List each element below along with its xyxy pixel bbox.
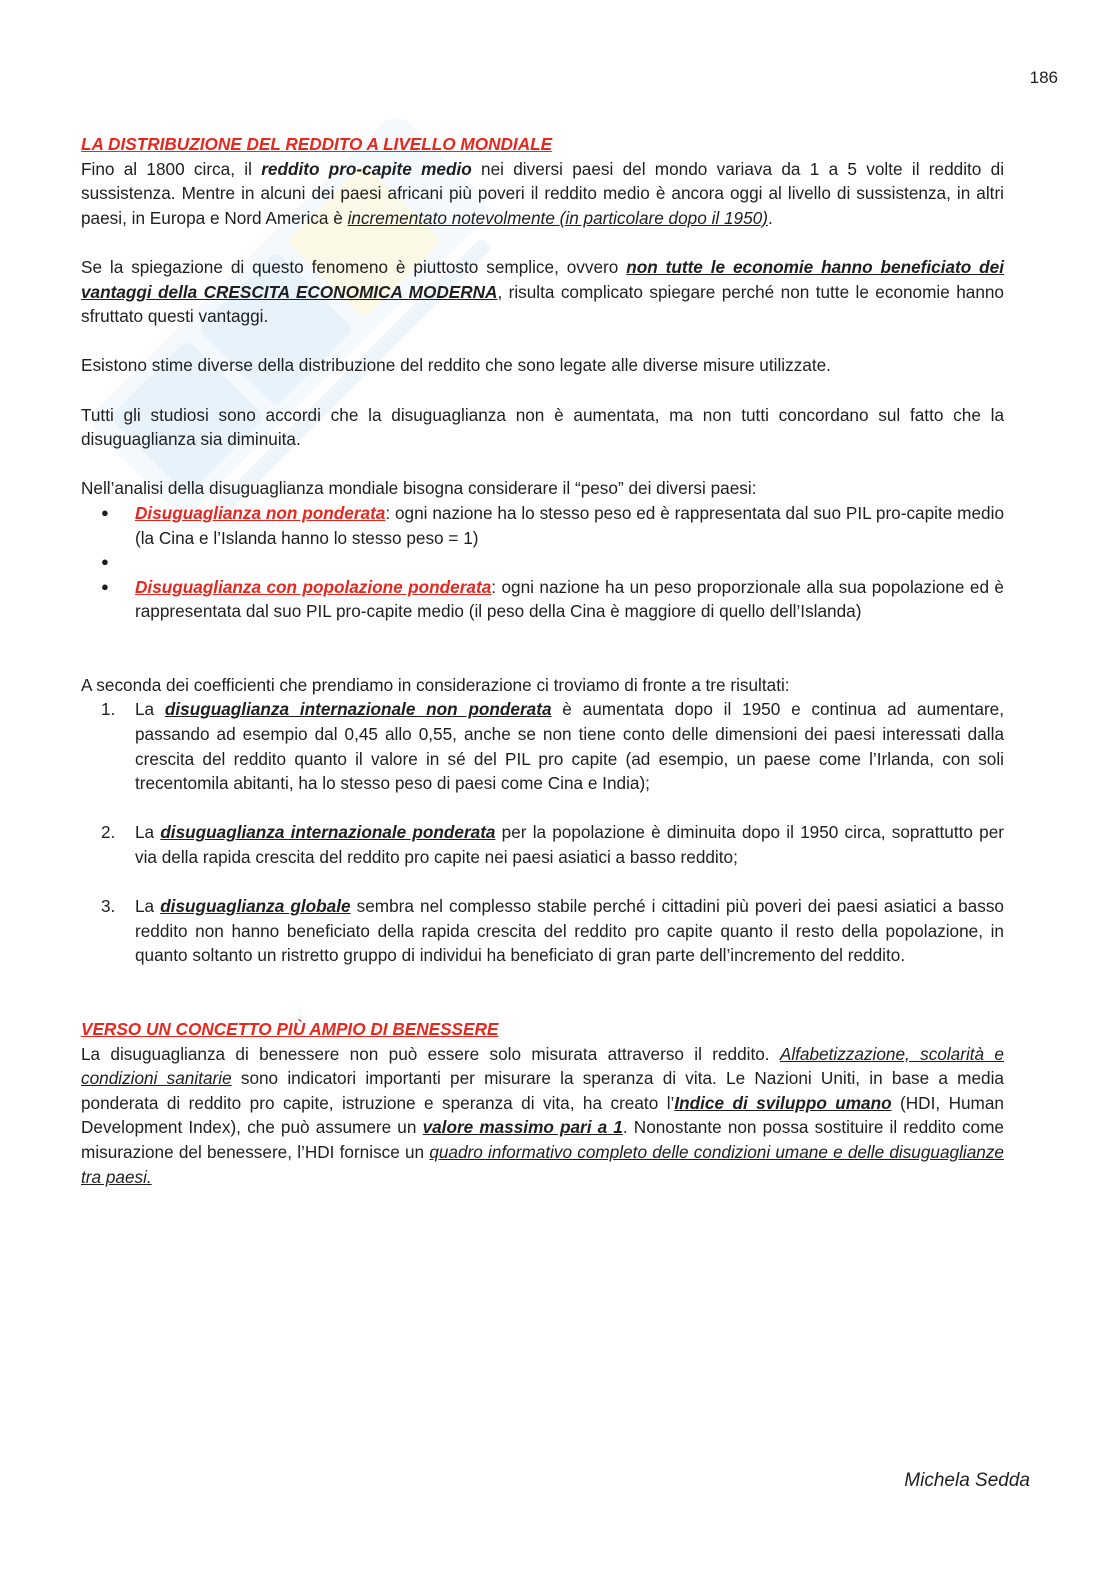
list-item (81, 575, 1004, 624)
list-number: 2. (101, 822, 116, 843)
text-run: La (135, 896, 161, 917)
list-term: disuguaglianza internazionale non ponderata (164, 699, 552, 720)
spacer (81, 796, 1004, 821)
bold-underlined-phrase: Indice di sviluppo umano (674, 1092, 892, 1113)
list-number: 1. (101, 699, 116, 720)
list-number: 3. (101, 896, 116, 917)
section-heading-text: LA DISTRIBUZIONE DEL REDDITO A LIVELLO MONDIALE (81, 134, 553, 154)
list-text: per la popolazione è diminuita dopo il 1950 circa, soprattutto per via della rapida crescita del reddito pro capite nei paesi asiatici a basso reddito; (135, 822, 1004, 868)
text-run: La (135, 699, 165, 720)
section-heading-text: VERSO UN CONCETTO PIÙ AMPIO DI BENESSERE (81, 1019, 499, 1039)
paragraph (81, 1042, 1004, 1190)
underlined-phrase: incrementato notevolmente (in particolare dopo il 1950) (347, 207, 768, 228)
bold-underlined-phrase: non tutte le economie hanno beneficiato dei vantaggi della CRESCITA ECONOMICA MODERNA (81, 256, 1005, 302)
bullet-list (81, 501, 1004, 624)
list-item (81, 501, 1004, 550)
bold-underlined-phrase: valore massimo pari a 1 (422, 1117, 623, 1138)
text-run: sono indicatori importanti per misurare la speranza di vita. Le Nazioni Uniti, in base a media ponderata di reddito pro capite, istruzione e speranza di vita, ha creato l’ (81, 1068, 1004, 1113)
list-item (81, 697, 1004, 795)
list-item (81, 820, 1004, 869)
text-run: , risulta complicato spiegare perché non tutte le economie hanno sfruttato questi vantaggi. (81, 281, 1004, 327)
spacer (81, 870, 1004, 895)
text-run: Fino al 1800 circa, il (81, 158, 262, 179)
numbered-list (81, 697, 1004, 968)
paragraph: Esistono stime diverse della distribuzione del reddito che sono legate alle diverse misure utilizzate. (81, 355, 831, 376)
text-run: Se la spiegazione di questo fenomeno è piuttosto semplice, ovvero (81, 256, 627, 277)
text-run: . Nonostante non possa sostituire il reddito come misurazione del benessere, l’HDI fornisce un (81, 1117, 1004, 1162)
text-run: La (135, 822, 161, 843)
underlined-phrase: Alfabetizzazione, scolarità e condizioni sanitarie (81, 1043, 1004, 1089)
page-number: 186 (1029, 68, 1058, 87)
list-text: sembra nel complesso stabile perché i cittadini più poveri dei paesi asiatici a basso reddito non hanno beneficiato della rapida crescita del reddito pro capite quanto il resto della popolazione, in quanto soltanto un ristretto gruppo di individui ha beneficiato di gran parte dell’incremento del reddito. (135, 896, 1004, 966)
bullet-term: Disuguaglianza non ponderata (135, 502, 386, 523)
list-item (81, 894, 1004, 968)
paragraph: Nell’analisi della disuguaglianza mondiale bisogna considerare il “peso” dei diversi paesi: (81, 478, 757, 499)
paragraph: Tutti gli studiosi sono accordi che la disuguaglianza non è aumentata, ma non tutti concordano sul fatto che la disuguaglianza sia diminuita. (81, 404, 1004, 450)
bold-term: reddito pro-capite medio (261, 158, 472, 179)
text-run: . (767, 207, 773, 228)
underlined-phrase: quadro informativo completo delle condizioni umane e delle disuguaglianze tra paesi. (81, 1141, 1004, 1187)
section-heading (81, 1017, 1004, 1042)
list-term: disuguaglianza globale (160, 896, 351, 917)
paragraph (81, 157, 1004, 231)
bullet-term: Disuguaglianza con popolazione ponderata (135, 576, 492, 597)
paragraph: A seconda dei coefficienti che prendiamo in considerazione ci troviamo di fronte a tre risultati: (81, 674, 790, 695)
bullet-text: : ogni nazione ha lo stesso peso ed è rappresentata dal suo PIL pro-capite medio (la Cina e l’Islanda hanno lo stesso peso = 1) (135, 502, 1004, 548)
text-run: La disuguaglianza di benessere non può essere solo misurata attraverso il reddito. (81, 1043, 780, 1064)
list-text: è aumentata dopo il 1950 e continua ad aumentare, passando ad esempio dal 0,45 allo 0,55, anche se non tiene conto delle dimensioni dei paesi interessati dalla crescita del reddito quanto il valore in sé del PIL pro capite (ad esempio, un paese come l’Irlanda, con soli trecentomila abitanti, ha lo stesso peso di paesi come Cina e India); (135, 699, 1004, 794)
footer-author: Michela Sedda (904, 1470, 1030, 1491)
text-run: nei diversi paesi del mondo variava da 1 a 5 volte il reddito di sussistenza. Mentre in alcuni dei paesi africani più poveri il reddito medio è ancora oggi al livello di sussistenza, in altri paesi, in Europa e Nord America è (81, 158, 1005, 228)
list-term: disuguaglianza internazionale ponderata (160, 822, 496, 843)
spacer (81, 550, 1004, 575)
text-run: (HDI, Human Development Index), che può assumere un (81, 1092, 1004, 1138)
paragraph (81, 255, 1004, 329)
section-heading (81, 132, 1004, 157)
page-content (81, 132, 1004, 1189)
bullet-text: : ogni nazione ha un peso proporzionale alla sua popolazione ed è rappresentata dal suo PIL pro-capite medio (il peso della Cina è maggiore di quello dell’Islanda) (135, 576, 1004, 622)
